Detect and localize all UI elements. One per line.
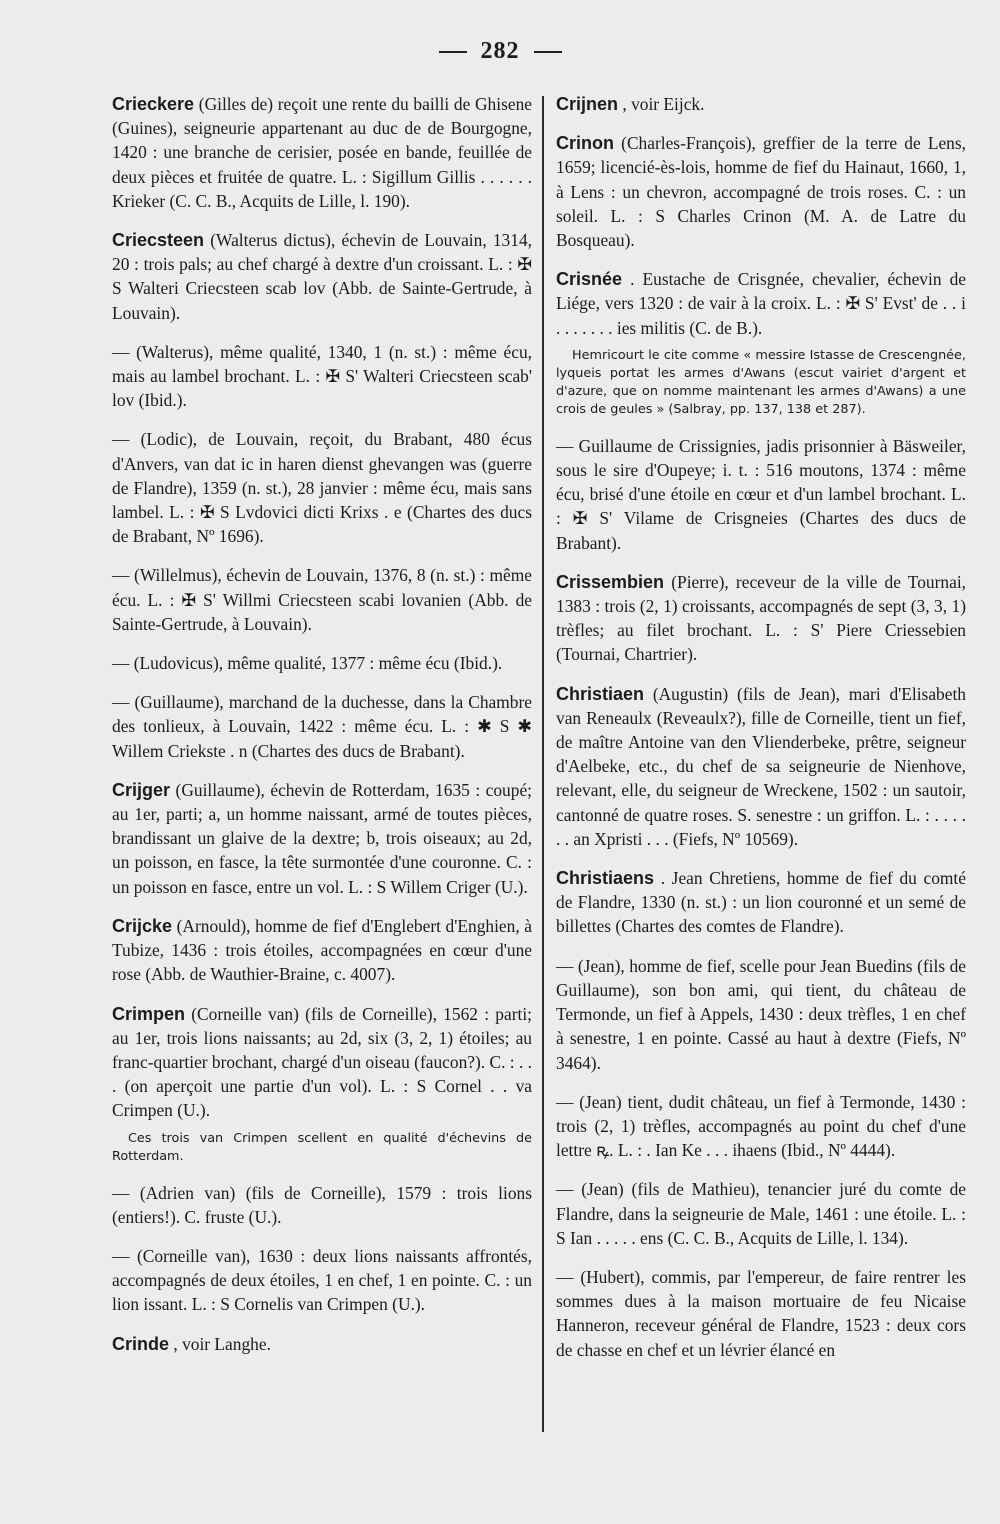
entry [556, 131, 966, 252]
sub-entry [556, 954, 966, 1075]
entry-text: — (Jean) tient, dudit château, un fief à Termonde, 1430 : trois (2, 1) trèfles, accompagnés au point du chef d'une lettre ꝶ. L. : . Ian Ke . . . ihaens (Ibid., Nº 4444). [556, 1091, 966, 1161]
sub-entry [112, 563, 532, 636]
sub-entry [556, 1090, 966, 1163]
entry-headword: Crisnée [556, 269, 623, 290]
sub-entry [112, 1244, 532, 1317]
entry-text: , voir Langhe. [173, 1333, 271, 1354]
entry-headword: Crijnen [556, 94, 619, 114]
entry [112, 228, 532, 325]
sub-entry [556, 1177, 966, 1250]
entry-text: — (Willelmus), échevin de Louvain, 1376, 8 (n. st.) : même écu. L. : ✠ S' Willmi Criecsteen scabi lovanien (Abb. de Sainte-Gertrude, à Louvain). [112, 565, 532, 634]
page-number-text: 282 [480, 38, 520, 64]
entry [112, 914, 532, 987]
entry-text: — (Adrien van) (fils de Corneille), 1579 : trois lions (entiers!). C. fruste (U.). [112, 1182, 532, 1227]
left-column [112, 92, 532, 1371]
entry-text: — Guillaume de Crissignies, jadis prisonnier à Bäsweiler, sous le sire d'Oupeye; i. t. : 516 moutons, 1374 : même écu, brisé d'une étoile en cœur et d'un lambel brochant. L. : ✠ S' Vilame de Crisgneies (Chartes des ducs de Brabant). [556, 435, 966, 553]
page-number [0, 38, 1000, 65]
entry-text: (Augustin) (fils de Jean), mari d'Elisabeth van Reneaulx (Reveaulx?), fille de Corneille, tient un fief, de maître Antoine van den Vlienderbeke, prêtre, seigneur d'Aelbeke, etc., du chef de sa seigneurie de Nienhove, relevant, elle, du seigneur de Wreckene, 1502 : un sautoir, cantonné de quatre roses. S. senestre : un griffon. L. : . . . . . . an Xpristi . . . (Fiefs, Nº 10569). [556, 683, 966, 849]
sub-entry [112, 651, 532, 675]
entry-headword: Christiaens [556, 868, 655, 889]
entry-headword: Crimpen [112, 1003, 186, 1024]
entry [556, 92, 966, 116]
entry [556, 866, 966, 939]
entry-headword: Crieckere [112, 94, 195, 114]
entry-text: — (Ludovicus), même qualité, 1377 : même écu (Ibid.). [112, 653, 503, 674]
entry-headword: Crissembien [556, 571, 665, 592]
sub-entry [112, 427, 532, 548]
entry-text: — (Hubert), commis, par l'empereur, de faire rentrer les sommes dues à la maison mortuaire de feu Nicaise Hanneron, receveur général de Flandre, 1523 : deux cors de chasse en chef et un lévrier élancé en [556, 1266, 966, 1360]
entry [556, 682, 966, 851]
folio-dash-left [439, 51, 467, 53]
entry-headword: Christiaen [556, 683, 645, 704]
entry [112, 1002, 532, 1123]
entry-text: (Arnould), homme de fief d'Englebert d'Enghien, à Tubize, 1436 : trois étoiles, accompagnées en cœur d'une rose (Abb. de Wauthier-Braine, c. 4007). [112, 915, 532, 985]
entry [112, 1332, 532, 1356]
column-divider [542, 96, 544, 1432]
entry-text: — (Lodic), de Louvain, reçoit, du Brabant, 480 écus d'Anvers, van dat ic in haren dienst ghevangen was (guerre de Flandre), 1359 (n. st.), 28 janvier : même écu, mais sans lambel. L. : ✠ S Lvdovici dicti Krixs . e (Chartes des ducs de Brabant, Nº 1696). [112, 429, 532, 547]
entry-text: (Walterus dictus), échevin de Louvain, 1314, 20 : trois pals; au chef chargé à dextre d'un croissant. L. : ✠ S Walteri Criecsteen scab lov (Abb. de Sainte-Gertrude, à Louvain). [112, 230, 532, 323]
entry-text: — (Jean) (fils de Mathieu), tenancier juré du comte de Flandre, dans la seigneurie de Male, 1461 : une étoile. L. : S Ian . . . . . ens (C. C. B., Acquits de Lille, l. 134). [556, 1179, 966, 1248]
entry-headword: Crinde [112, 1333, 170, 1354]
entry-text: . Eustache de Crisgnée, chevalier, échevin de Liége, vers 1320 : de vair à la croix. L. : ✠ S' Evst' de . . i . . . . . . . ies militis (C. de B.). [556, 269, 966, 338]
entry [556, 267, 966, 340]
entry-text: (Gilles de) reçoit une rente du bailli de Ghisene (Guines), seigneurie appartenant au duc de de Bourgogne, 1420 : une branche de cerisier, posée en bande, feuillée de deux pièces et fruitée de quatre. L. : Sigillum Gillis . . . . . . Krieker (C. C. B., Acquits de Lille, l. 190). [112, 94, 532, 211]
entry-headword: Crinon [556, 133, 614, 154]
entry [112, 92, 532, 213]
entry-text: (Corneille van) (fils de Corneille), 1562 : parti; au 1er, trois lions naissants; au 2d, six (3, 2, 1) étoiles; au franc-quartier brochant, chargé d'un oiseau (faucon?). C. : . . . (on aperçoit une partie d'un vol). L. : S Cornel . . va Crimpen (U.). [112, 1003, 533, 1121]
entry-headword: Crijger [112, 779, 171, 800]
entry-text: — (Corneille van), 1630 : deux lions naissants affrontés, accompagnés de deux étoiles, 1 en chef, 1 en pointe. C. : un lion issant. L. : S Cornelis van Crimpen (U.). [112, 1245, 532, 1315]
right-column [556, 92, 966, 1377]
entry-text: — (Guillaume), marchand de la duchesse, dans la Chambre des tonlieux, à Louvain, 1422 : même écu. L. : ✱ S ✱ Willem Criekste . n (Chartes des ducs de Brabant). [112, 692, 532, 761]
entry-text: — (Jean), homme de fief, scelle pour Jean Buedins (fils de Guillaume), son bon ami, qui tient, du château de Termonde, un fief à Appels, 1430 : deux trèfles, 1 en chef à senestre, 1 en pointe. Cassé au haut à dextre (Fiefs, Nº 3464). [556, 955, 966, 1073]
entry-text: . Jean Chretiens, homme de fief du comté de Flandre, 1330 (n. st.) : un lion couronné et un semé de billettes (Chartes des comtes de Flandre). [556, 868, 966, 937]
entry [112, 778, 532, 899]
entry-text: (Guillaume), échevin de Rotterdam, 1635 : coupé; au 1er, parti; a, un homme naissant, armé de toutes pièces, brandissant un glaive de la dextre; b, trois oiseaux; au 2d, un poisson, en fasce, la tête surmontée d'une couronne. C. : un poisson en fasce, entre un vol. L. : S Willem Criger (U.). [112, 779, 532, 897]
entry-note: Ces trois van Crimpen scellent en qualité d'échevins de Rotterdam. [112, 1130, 532, 1164]
sub-entry [112, 690, 532, 763]
entry-text: (Pierre), receveur de la ville de Tournai, 1383 : trois (2, 1) croissants, accompagnés de sept (3, 3, 1) trèfles; au filet brochant. L. : S' Piere Criessebien (Tournai, Chartrier). [556, 571, 966, 665]
entry [556, 570, 966, 667]
folio-dash-right [534, 51, 562, 53]
entry-note: Hemricourt le cite comme « messire Istasse de Crescengnée, lyqueis portat les armes d'Awans (escut vairiet d'argent et d'azure, que on nomme maintenant les armes d'Awans) a une crois de geules » (Salbray, pp. 137, 138 et 287). [556, 347, 966, 417]
sub-entry [556, 1265, 966, 1362]
sub-entry [112, 1181, 532, 1229]
sub-entry [556, 434, 966, 555]
entry-headword: Criecsteen [112, 230, 205, 251]
entry-text: (Charles-François), greffier de la terre de Lens, 1659; licencié-ès-lois, homme de fief du Hainaut, 1660, 1, à Lens : un chevron, accompagné de trois roses. C. : un soleil. L. : S Charles Crinon (M. A. de Latre du Bosqueau). [556, 133, 966, 251]
entry-text: , voir Eijck. [622, 94, 705, 114]
sub-entry [112, 340, 532, 413]
entry-headword: Crijcke [112, 915, 173, 936]
entry-text: — (Walterus), même qualité, 1340, 1 (n. st.) : même écu, mais au lambel brochant. L. : ✠ S' Walteri Criecsteen scab' lov (Ibid.). [112, 341, 532, 411]
